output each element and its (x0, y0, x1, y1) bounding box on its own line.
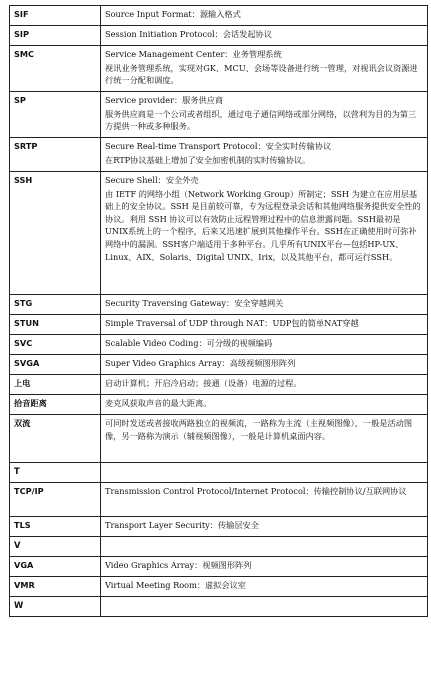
glossary-row (10, 46, 428, 92)
glossary-term: VMR (10, 577, 101, 597)
glossary-term: SP (10, 92, 101, 138)
definition-title: Simple Traversal of UDP through NAT：UDP包的简单NAT穿越 (105, 318, 359, 328)
glossary-row (10, 138, 428, 172)
definition-title: Source Input Format：源输入格式 (105, 9, 241, 19)
definition-title: 麦克风获取声音的最大距离。 (105, 398, 212, 408)
glossary-row (10, 577, 428, 597)
definition-title: Service Management Center：业务管理系统 (105, 49, 282, 59)
glossary-term: SIF (10, 6, 101, 26)
definition-text: 视讯业务管理系统，实现对GK、MCU、会场等设备进行统一管理，对视讯会议资源进行统一分配和调度。 (105, 62, 418, 86)
glossary-term: 拾音距离 (10, 395, 101, 415)
glossary-definition (101, 295, 428, 315)
section-letter: T (10, 463, 101, 483)
definition-title: Transmission Control Protocol/Internet Protocol：传输控制协议/互联网协议 (105, 486, 407, 496)
glossary-definition (101, 92, 428, 138)
glossary-page (9, 5, 421, 617)
glossary-term: TCP/IP (10, 483, 101, 517)
glossary-term: SRTP (10, 138, 101, 172)
definition-text: 服务供应商是一个公司或者组织，通过电子通信网络或部分网络，以营利为目的为第三方提供一种或多种服务。 (105, 108, 417, 132)
definition-title: Secure Real-time Transport Protocol：安全实时传输协议 (105, 141, 332, 151)
glossary-table-body (10, 6, 428, 617)
glossary-term: 双流 (10, 415, 101, 463)
glossary-row (10, 172, 428, 295)
glossary-term: SMC (10, 46, 101, 92)
definition-title: Security Traversing Gateway：安全穿越网关 (105, 298, 284, 308)
glossary-row (10, 335, 428, 355)
glossary-definition (101, 597, 428, 617)
glossary-definition (101, 46, 428, 92)
glossary-row (10, 355, 428, 375)
glossary-definition (101, 138, 428, 172)
glossary-definition (101, 172, 428, 295)
glossary-definition (101, 375, 428, 395)
glossary-term: STUN (10, 315, 101, 335)
definition-title: Service provider：服务供应商 (105, 95, 224, 105)
section-row (10, 463, 428, 483)
definition-title: 启动计算机；开启冷启动；接通（设备）电源的过程。 (105, 378, 302, 388)
glossary-definition (101, 463, 428, 483)
glossary-definition (101, 537, 428, 557)
definition-title: Super Video Graphics Array：高级视频图形阵列 (105, 358, 296, 368)
glossary-definition (101, 557, 428, 577)
glossary-term: STG (10, 295, 101, 315)
definition-text: 由 IETF 的网络小组（Network Working Group）所制定；SSH 为建立在应用层基础上的安全协议。SSH 是目前较可靠，专为远程登录会话和其他网络服务提供安全性的协议。利用 SSH 协议可以有效防止远程管理过程中的信息泄露问题。SSH最初是UNIX系统上的一个程序，后来又迅速扩展到其他操作平台。SSH在正确使用时可弥补网络中的漏洞。SSH客户端适用于多种平台。几乎所有UNIX平台—包括HP-UX、Linux、AIX、Solaris、Digital UNIX、Irix，以及其他平台，都可运行SSH。 (105, 188, 421, 262)
glossary-row (10, 375, 428, 395)
glossary-row (10, 6, 428, 26)
glossary-term: TLS (10, 517, 101, 537)
section-letter: W (10, 597, 101, 617)
definition-title: 可同时发送或者接收两路独立的视频流，一路称为主流（主视频图像），一般是活动图像，另一路称为演示（辅视频图像），一般是计算机桌面内容。 (105, 418, 413, 441)
glossary-row (10, 557, 428, 577)
definition-text: 在RTP协议基础上增加了安全加密机制的实时传输协议。 (105, 154, 311, 165)
glossary-definition (101, 577, 428, 597)
glossary-definition (101, 26, 428, 46)
section-letter: V (10, 537, 101, 557)
definition-title: Video Graphics Array：视频图形阵列 (105, 560, 252, 570)
definition-title: Transport Layer Security：传输层安全 (105, 520, 259, 530)
glossary-row (10, 315, 428, 335)
glossary-row (10, 26, 428, 46)
glossary-definition (101, 315, 428, 335)
definition-title: Secure Shell：安全外壳 (105, 175, 199, 185)
definition-title: Virtual Meeting Room：虚拟会议室 (105, 580, 246, 590)
section-row (10, 597, 428, 617)
glossary-definition (101, 483, 428, 517)
glossary-row (10, 395, 428, 415)
definition-title: Scalable Video Coding：可分级的视频编码 (105, 338, 273, 348)
definition-title: Session Initiation Protocol：会话发起协议 (105, 29, 272, 39)
glossary-term: SVGA (10, 355, 101, 375)
glossary-definition (101, 6, 428, 26)
glossary-row (10, 483, 428, 517)
section-row (10, 537, 428, 557)
glossary-term: SVC (10, 335, 101, 355)
glossary-definition (101, 355, 428, 375)
glossary-definition (101, 517, 428, 537)
glossary-row (10, 517, 428, 537)
glossary-definition (101, 395, 428, 415)
glossary-definition (101, 415, 428, 463)
glossary-row (10, 92, 428, 138)
glossary-definition (101, 335, 428, 355)
glossary-term: SIP (10, 26, 101, 46)
glossary-row (10, 415, 428, 463)
glossary-table (9, 5, 428, 617)
glossary-term: VGA (10, 557, 101, 577)
glossary-term: SSH (10, 172, 101, 295)
glossary-row (10, 295, 428, 315)
glossary-term: 上电 (10, 375, 101, 395)
